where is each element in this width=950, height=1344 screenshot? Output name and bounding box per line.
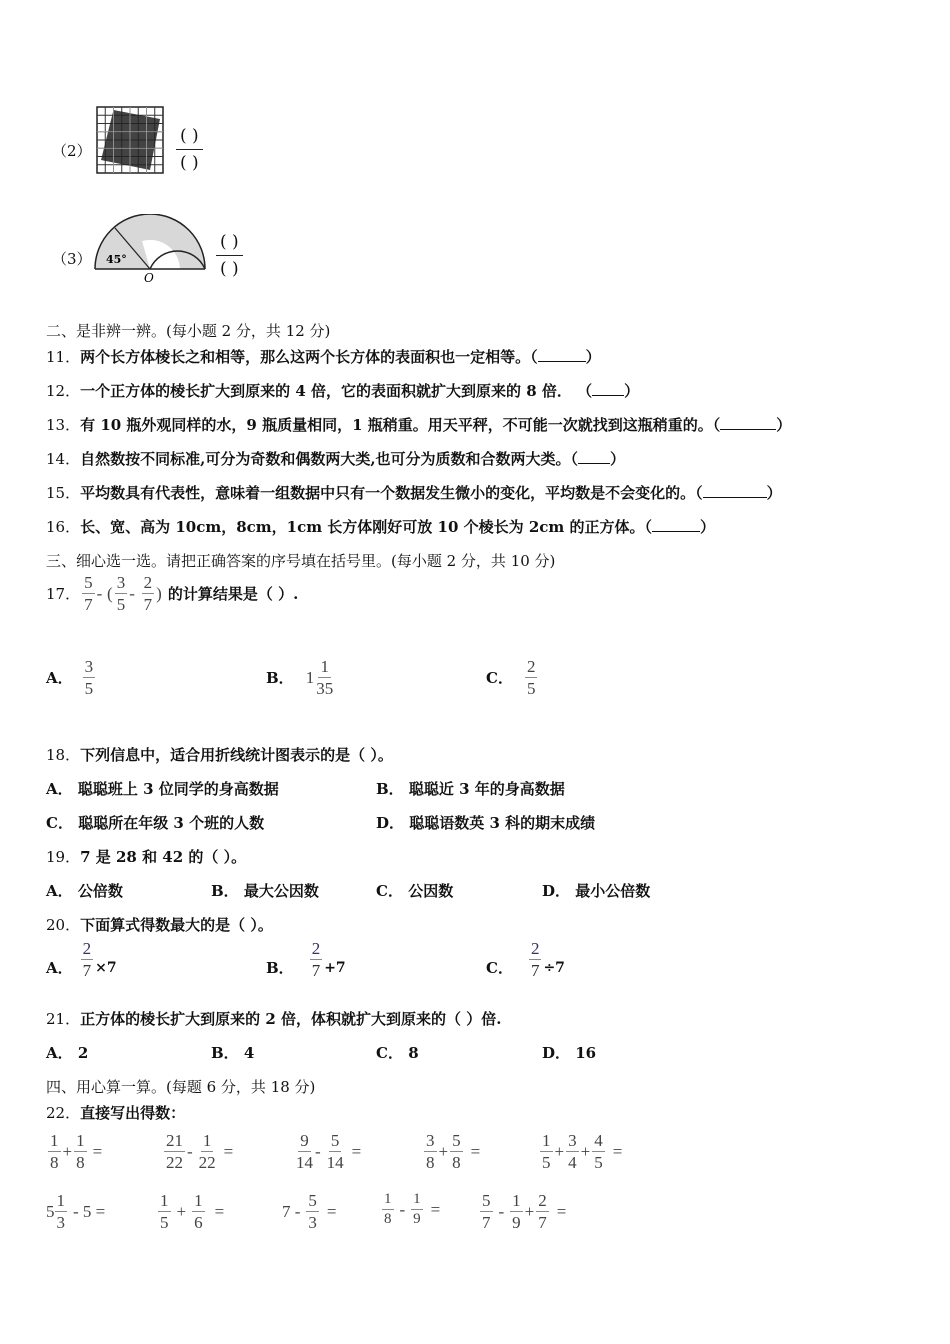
question-16 bbox=[46, 516, 715, 537]
answer-blank[interactable] bbox=[652, 519, 700, 532]
calc-expression[interactable]: $\frac{9}{14}$ - $\frac{5}{14}$ = bbox=[296, 1131, 362, 1172]
fraction: $\frac{2}{5}$ bbox=[526, 657, 536, 698]
answer-blank[interactable] bbox=[592, 383, 624, 396]
mixed-whole: 1 bbox=[305, 667, 315, 687]
calc-expression[interactable]: 7 - $\frac{5}{3}$ = bbox=[282, 1191, 337, 1232]
question-13 bbox=[46, 414, 791, 435]
option-label: C． bbox=[486, 669, 513, 687]
question-11 bbox=[46, 346, 601, 367]
option-label: B． bbox=[266, 669, 294, 687]
fraction: $\frac{5}{7}$ bbox=[84, 573, 93, 614]
answer-denominator: ( ) bbox=[180, 153, 199, 174]
answer-numerator: ( ) bbox=[216, 232, 243, 256]
question-close: ） bbox=[776, 416, 792, 434]
question-number: 17． bbox=[46, 585, 81, 603]
question-text: 长、宽、高为 10cm，8cm，1cm 长方体刚好可放 10 个棱长为 2cm 的正方体。（ bbox=[80, 518, 653, 536]
question-number: 19． bbox=[46, 848, 81, 866]
question-number: 20． bbox=[46, 916, 81, 934]
fraction: $\frac{2}{7}$ bbox=[311, 939, 321, 980]
question-number: 16． bbox=[46, 518, 81, 536]
question-text: 自然数按不同标准,可分为奇数和偶数两大类,也可分为质数和合数两大类。（ bbox=[80, 450, 579, 468]
fraction: $\frac{2}{7}$ bbox=[530, 939, 540, 980]
answer-blank[interactable] bbox=[703, 485, 767, 498]
figure-2-answer[interactable] bbox=[176, 126, 203, 174]
option-19c[interactable]: C． 公因数 bbox=[376, 882, 454, 900]
option-18d[interactable]: D． 聪聪语数英 3 科的期末成绩 bbox=[376, 814, 596, 832]
answer-denominator: ( ) bbox=[220, 259, 239, 280]
center-label: O bbox=[144, 271, 154, 284]
question-text: 7 是 28 和 42 的（ ）。 bbox=[80, 848, 247, 866]
section-3-title: 三、细心选一选。请把正确答案的序号填在括号里。(每小题 2 分，共 10 分) bbox=[46, 552, 556, 570]
fraction: $\frac{3}{5}$ bbox=[84, 657, 94, 698]
section-4-title: 四、用心算一算。(每题 6 分，共 18 分) bbox=[46, 1078, 316, 1096]
fraction: $\frac{3}{5}$ bbox=[116, 573, 126, 614]
question-text: 两个长方体棱长之和相等，那么这两个长方体的表面积也一定相等。（ bbox=[80, 348, 538, 366]
calc-expression[interactable]: $\frac{1}{8}$ - $\frac{1}{9}$ = bbox=[384, 1191, 441, 1227]
question-number: 22． bbox=[46, 1104, 81, 1122]
question-number: 15． bbox=[46, 484, 81, 502]
option-19d[interactable]: D． 最小公倍数 bbox=[542, 882, 651, 900]
question-close: ） bbox=[610, 450, 626, 468]
question-close: ） bbox=[624, 382, 640, 400]
grid-figure bbox=[96, 106, 164, 178]
question-text: 下列信息中，适合用折线统计图表示的是（ ）。 bbox=[80, 746, 393, 764]
question-21 bbox=[46, 1008, 501, 1029]
answer-blank[interactable] bbox=[720, 417, 776, 430]
option-21b[interactable]: B． 4 bbox=[211, 1044, 255, 1062]
calc-expression[interactable]: $\frac{5}{7}$ - $\frac{1}{9}$ + $\frac{2}{7}$ = bbox=[482, 1191, 567, 1232]
tilted-square-on-grid-icon bbox=[96, 106, 164, 174]
answer-blank[interactable] bbox=[578, 451, 610, 464]
question-close: ） bbox=[700, 518, 716, 536]
option-21a[interactable]: A． 2 bbox=[46, 1044, 89, 1062]
option-17c[interactable] bbox=[486, 658, 539, 697]
angle-label: 45° bbox=[106, 253, 127, 266]
figure-2-label: （2） bbox=[52, 142, 92, 160]
question-text: 有 10 瓶外观同样的水，9 瓶质量相同，1 瓶稍重。用天平秤，不可能一次就找到这瓶稍重的。（ bbox=[80, 416, 721, 434]
question-close: ） bbox=[585, 348, 601, 366]
calc-expression[interactable]: $\frac{1}{8}$ + $\frac{1}{8}$ = bbox=[50, 1131, 103, 1172]
question-number: 14． bbox=[46, 450, 81, 468]
option-18c[interactable]: C． 聪聪所在年级 3 个班的人数 bbox=[46, 814, 265, 832]
option-19a[interactable]: A． 公倍数 bbox=[46, 882, 123, 900]
sector-figure bbox=[90, 214, 212, 288]
answer-blank[interactable] bbox=[538, 349, 586, 362]
option-20a[interactable]: A． $\frac{2}{7}$ ×7 bbox=[46, 939, 117, 980]
question-text: 下面算式得数最大的是（ ）。 bbox=[80, 916, 273, 934]
option-20b[interactable]: B． $\frac{2}{7}$ +7 bbox=[266, 939, 346, 980]
figure-3-label: （3） bbox=[52, 250, 92, 268]
question-number: 13． bbox=[46, 416, 81, 434]
question-text: 直接写出得数： bbox=[80, 1104, 186, 1122]
option-21c[interactable]: C． 8 bbox=[376, 1044, 419, 1062]
option-17b[interactable] bbox=[266, 658, 335, 697]
semicircle-sector-icon bbox=[90, 214, 212, 284]
question-20 bbox=[46, 914, 273, 935]
section-2-title: 二、是非辨一辨。(每小题 2 分，共 12 分) bbox=[46, 322, 331, 340]
question-number: 12． bbox=[46, 382, 81, 400]
fraction: $\frac{1}{35}$ bbox=[316, 657, 334, 698]
question-number: 18． bbox=[46, 746, 81, 764]
question-number: 11． bbox=[46, 348, 81, 366]
question-17: 17． $\frac{5}{7}$ - ( $\frac{3}{5}$ - $\frac{2}{7}$ ) 的计算结果是（ ）. bbox=[46, 573, 299, 614]
question-text: 正方体的棱长扩大到原来的 2 倍，体积就扩大到原来的（ ）倍. bbox=[80, 1010, 502, 1028]
calc-expression[interactable]: $\frac{1}{5}$ + $\frac{1}{6}$ = bbox=[160, 1191, 225, 1232]
question-text: 的计算结果是（ ）. bbox=[167, 585, 299, 603]
calc-expression[interactable]: $\frac{3}{8}$ + $\frac{5}{8}$ = bbox=[426, 1131, 481, 1172]
calc-expression[interactable]: $\frac{21}{22}$ - $\frac{1}{22}$ = bbox=[166, 1131, 234, 1172]
question-15 bbox=[46, 482, 782, 503]
question-22 bbox=[46, 1102, 185, 1123]
question-text: 平均数具有代表性，意味着一组数据中只有一个数据发生微小的变化，平均数是不会变化的。（ bbox=[80, 484, 703, 502]
option-18b[interactable]: B． 聪聪近 3 年的身高数据 bbox=[376, 780, 565, 798]
question-19 bbox=[46, 846, 246, 867]
option-17a[interactable] bbox=[46, 658, 97, 697]
option-19b[interactable]: B． 最大公因数 bbox=[211, 882, 319, 900]
option-20c[interactable]: C． $\frac{2}{7}$ ÷7 bbox=[486, 939, 565, 980]
question-close: ） bbox=[766, 484, 782, 502]
fraction: $\frac{2}{7}$ bbox=[143, 573, 153, 614]
question-text: 一个正方体的棱长扩大到原来的 4 倍，它的表面积就扩大到原来的 8 倍． （ bbox=[80, 382, 593, 400]
fraction: $\frac{2}{7}$ bbox=[82, 939, 92, 980]
calc-expression[interactable]: $\frac{1}{5}$ + $\frac{3}{4}$ + $\frac{4}{5}$ = bbox=[542, 1131, 623, 1172]
option-label: A． bbox=[46, 669, 73, 687]
figure-3-answer[interactable] bbox=[216, 232, 243, 280]
question-14 bbox=[46, 448, 625, 469]
calc-expression[interactable]: 5 $\frac{1}{3}$ - 5 = bbox=[46, 1191, 106, 1232]
answer-numerator: ( ) bbox=[176, 126, 203, 150]
question-12 bbox=[46, 380, 639, 401]
option-21d[interactable]: D． 16 bbox=[542, 1044, 597, 1062]
option-18a[interactable]: A． 聪聪班上 3 位同学的身高数据 bbox=[46, 780, 279, 798]
question-18 bbox=[46, 744, 393, 765]
question-number: 21． bbox=[46, 1010, 81, 1028]
